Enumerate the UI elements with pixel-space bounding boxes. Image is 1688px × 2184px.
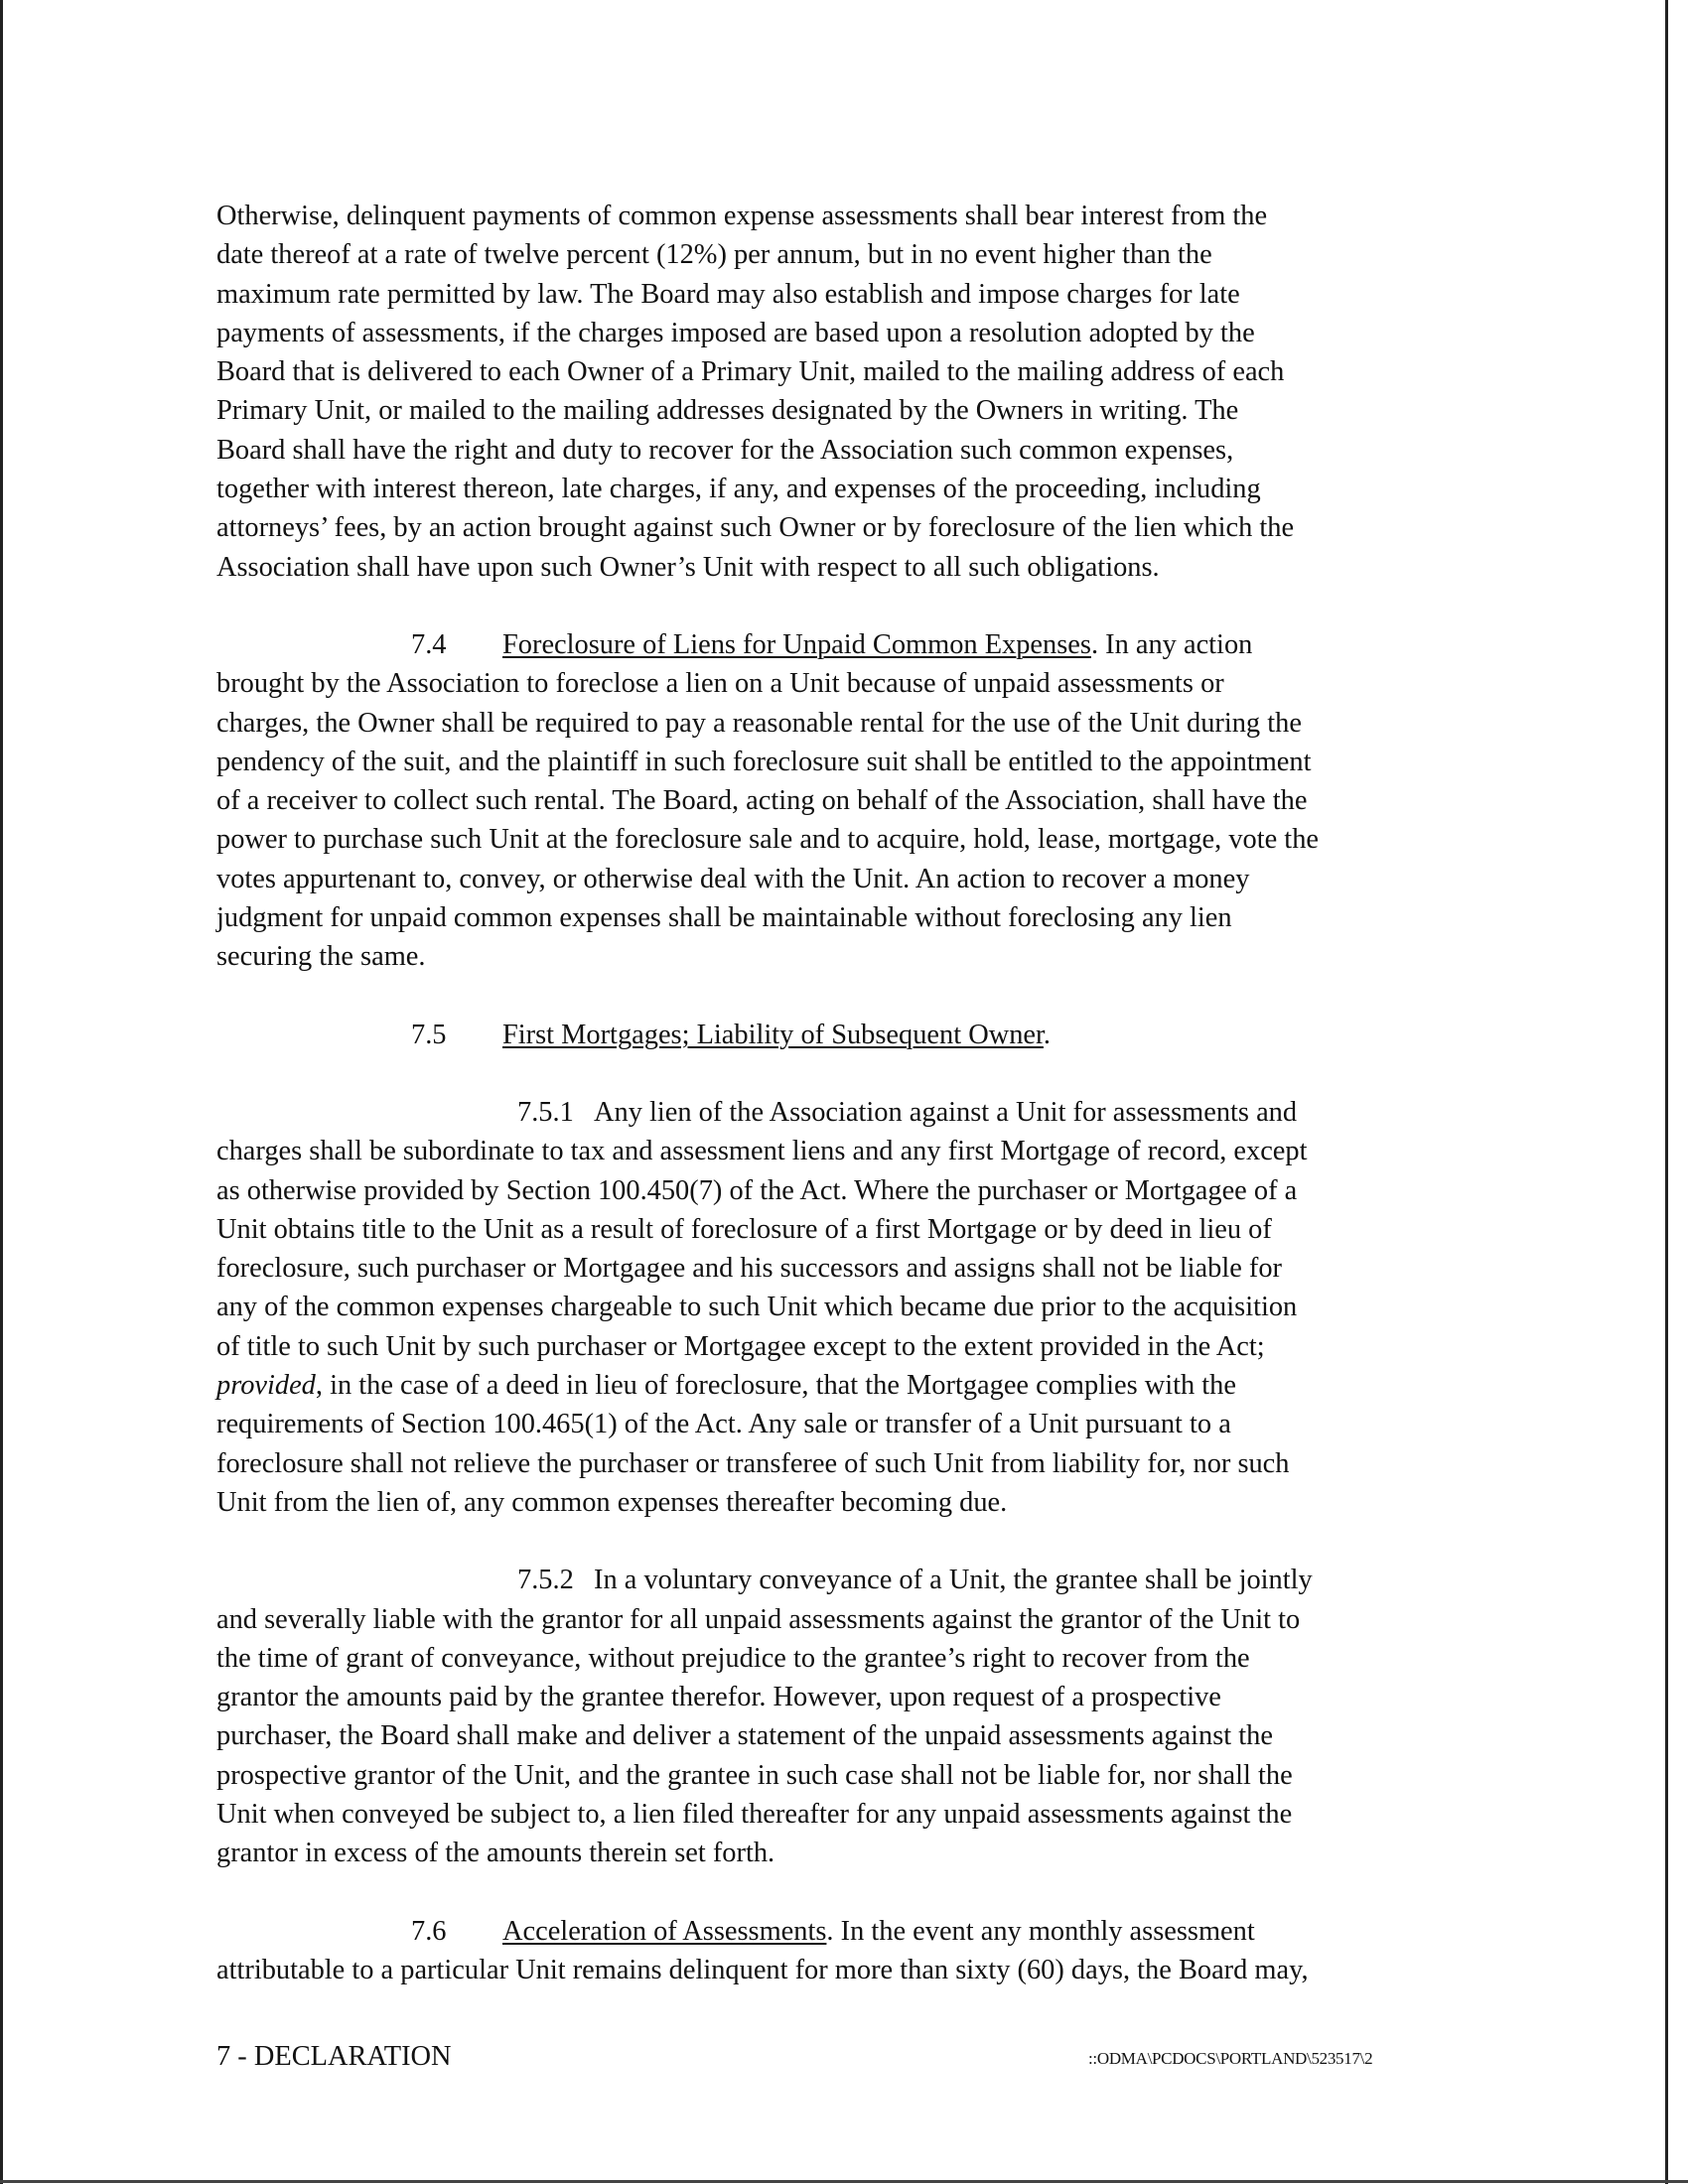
- text-line: charges shall be subordinate to tax and assessment liens and any first Mortgage of record, except: [216, 1136, 1308, 1167]
- text-run: Any lien of the Association against a Unit for assessments and: [594, 1096, 1298, 1128]
- scan-border-right: [1665, 0, 1668, 2184]
- section-number: 7.5: [411, 1019, 447, 1050]
- text-line: date thereof at a rate of twelve percent (12%) per annum, but in no event higher than the: [216, 239, 1212, 271]
- scan-border-left: [0, 0, 3, 2184]
- text-line: requirements of Section 100.465(1) of the Act. Any sale or transfer of a Unit pursuant to a: [216, 1409, 1231, 1440]
- text-line: of title to such Unit by such purchaser or Mortgagee except to the extent provided in the Act;: [216, 1330, 1265, 1362]
- document-body: [216, 197, 1489, 1989]
- section-7-6: [216, 1912, 1489, 1990]
- text-line: prospective grantor of the Unit, and the grantee in such case shall not be liable for, nor shall the: [216, 1759, 1293, 1791]
- italic-term: provided: [216, 1370, 316, 1402]
- text-line: attorneys’ fees, by an action brought against such Owner or by foreclosure of the lien which the: [216, 512, 1295, 544]
- text-line: of a receiver to collect such rental. The Board, acting on behalf of the Association, shall have the: [216, 785, 1308, 817]
- text-line: Board shall have the right and duty to recover for the Association such common expenses,: [216, 434, 1234, 466]
- section-heading: Foreclosure of Liens for Unpaid Common Expenses: [502, 628, 1091, 660]
- text-line: foreclosure, such purchaser or Mortgagee and his successors and assigns shall not be liable for: [216, 1253, 1283, 1285]
- text-line: and severally liable with the grantor for all unpaid assessments against the grantor of the Unit to: [216, 1603, 1301, 1635]
- text-line: any of the common expenses chargeable to such Unit which became due prior to the acquisition: [216, 1292, 1298, 1323]
- text-run: .: [1043, 1019, 1051, 1050]
- text-run: In a voluntary conveyance of a Unit, the grantee shall be jointly: [594, 1565, 1313, 1596]
- text-line: Primary Unit, or mailed to the mailing addresses designated by the Owners in writing. The: [216, 395, 1239, 427]
- text-line: votes appurtenant to, convey, or otherwise deal with the Unit. An action to recover a money: [216, 863, 1250, 894]
- text-line: Board that is delivered to each Owner of a Primary Unit, mailed to the mailing address of each: [216, 356, 1285, 388]
- text-line: grantor the amounts paid by the grantee therefor. However, upon request of a prospective: [216, 1682, 1221, 1713]
- text-line: the time of grant of conveyance, without prejudice to the grantee’s right to recover from the: [216, 1642, 1250, 1674]
- text-line: purchaser, the Board shall make and deliver a statement of the unpaid assessments against the: [216, 1720, 1273, 1752]
- text-line: Unit obtains title to the Unit as a result of foreclosure of a first Mortgage or by deed in lieu of: [216, 1213, 1272, 1245]
- text-line: Association shall have upon such Owner’s Unit with respect to all such obligations.: [216, 551, 1160, 583]
- scan-border-bottom: [0, 2180, 1688, 2183]
- text-line: payments of assessments, if the charges imposed are based upon a resolution adopted by the: [216, 317, 1255, 348]
- text-line: attributable to a particular Unit remains delinquent for more than sixty (60) days, the Board may,: [216, 1954, 1309, 1985]
- subsection-first-line: [216, 1561, 1489, 1599]
- section-heading-line: [216, 1016, 1489, 1054]
- text-line: pendency of the suit, and the plaintiff in such foreclosure suit shall be entitled to the appointment: [216, 746, 1312, 777]
- footer-page-label: 7 - DECLARATION: [216, 2041, 452, 2072]
- text-line: Otherwise, delinquent payments of common expense assessments shall bear interest from the: [216, 201, 1268, 231]
- section-heading: Acceleration of Assessments: [502, 1915, 827, 1947]
- subsection-first-line: [216, 1093, 1489, 1132]
- text-line: brought by the Association to foreclose a lien on a Unit because of unpaid assessments or: [216, 668, 1224, 700]
- text-run: . In any action: [1090, 628, 1253, 660]
- text-run: . In the event any monthly assessment: [826, 1915, 1255, 1947]
- text-line: together with interest thereon, late charges, if any, and expenses of the proceeding, including: [216, 474, 1261, 505]
- section-7-4: [216, 625, 1489, 977]
- section-heading-line: [216, 1912, 1489, 1951]
- text-line: grantor in excess of the amounts therein set forth.: [216, 1838, 775, 1869]
- text-line: maximum rate permitted by law. The Board may also establish and impose charges for late: [216, 278, 1240, 310]
- section-number: 7.4: [411, 628, 447, 660]
- text-line: Unit when conveyed be subject to, a lien filed thereafter for any unpaid assessments against the: [216, 1798, 1293, 1830]
- paragraph-continuation: [216, 197, 1489, 587]
- text-line: charges, the Owner shall be required to pay a reasonable rental for the use of the Unit during the: [216, 707, 1302, 739]
- section-heading-line: [216, 625, 1489, 664]
- section-heading: First Mortgages; Liability of Subsequent Owner: [502, 1019, 1044, 1050]
- section-7-5: [216, 1016, 1489, 1054]
- section-7-5-2: [216, 1561, 1489, 1872]
- section-number: 7.6: [411, 1915, 447, 1947]
- text-run: , in the case of a deed in lieu of foreclosure, that the Mortgagee complies with the: [315, 1370, 1236, 1402]
- footer-doc-path: ::ODMA\PCDOCS\PORTLAND\523517\2: [1088, 2049, 1373, 2068]
- text-line: [216, 1366, 1489, 1405]
- text-line: power to purchase such Unit at the foreclosure sale and to acquire, hold, lease, mortgage, vote the: [216, 824, 1319, 856]
- text-line: securing the same.: [216, 941, 426, 973]
- section-number: 7.5.1: [517, 1096, 574, 1128]
- section-number: 7.5.2: [517, 1565, 574, 1596]
- text-line: Unit from the lien of, any common expenses thereafter becoming due.: [216, 1486, 1008, 1518]
- text-line: foreclosure shall not relieve the purchaser or transferee of such Unit from liability for, nor such: [216, 1447, 1290, 1479]
- text-line: as otherwise provided by Section 100.450(7) of the Act. Where the purchaser or Mortgagee of a: [216, 1174, 1298, 1206]
- text-line: judgment for unpaid common expenses shall be maintainable without foreclosing any lien: [216, 902, 1232, 934]
- section-7-5-1: [216, 1093, 1489, 1522]
